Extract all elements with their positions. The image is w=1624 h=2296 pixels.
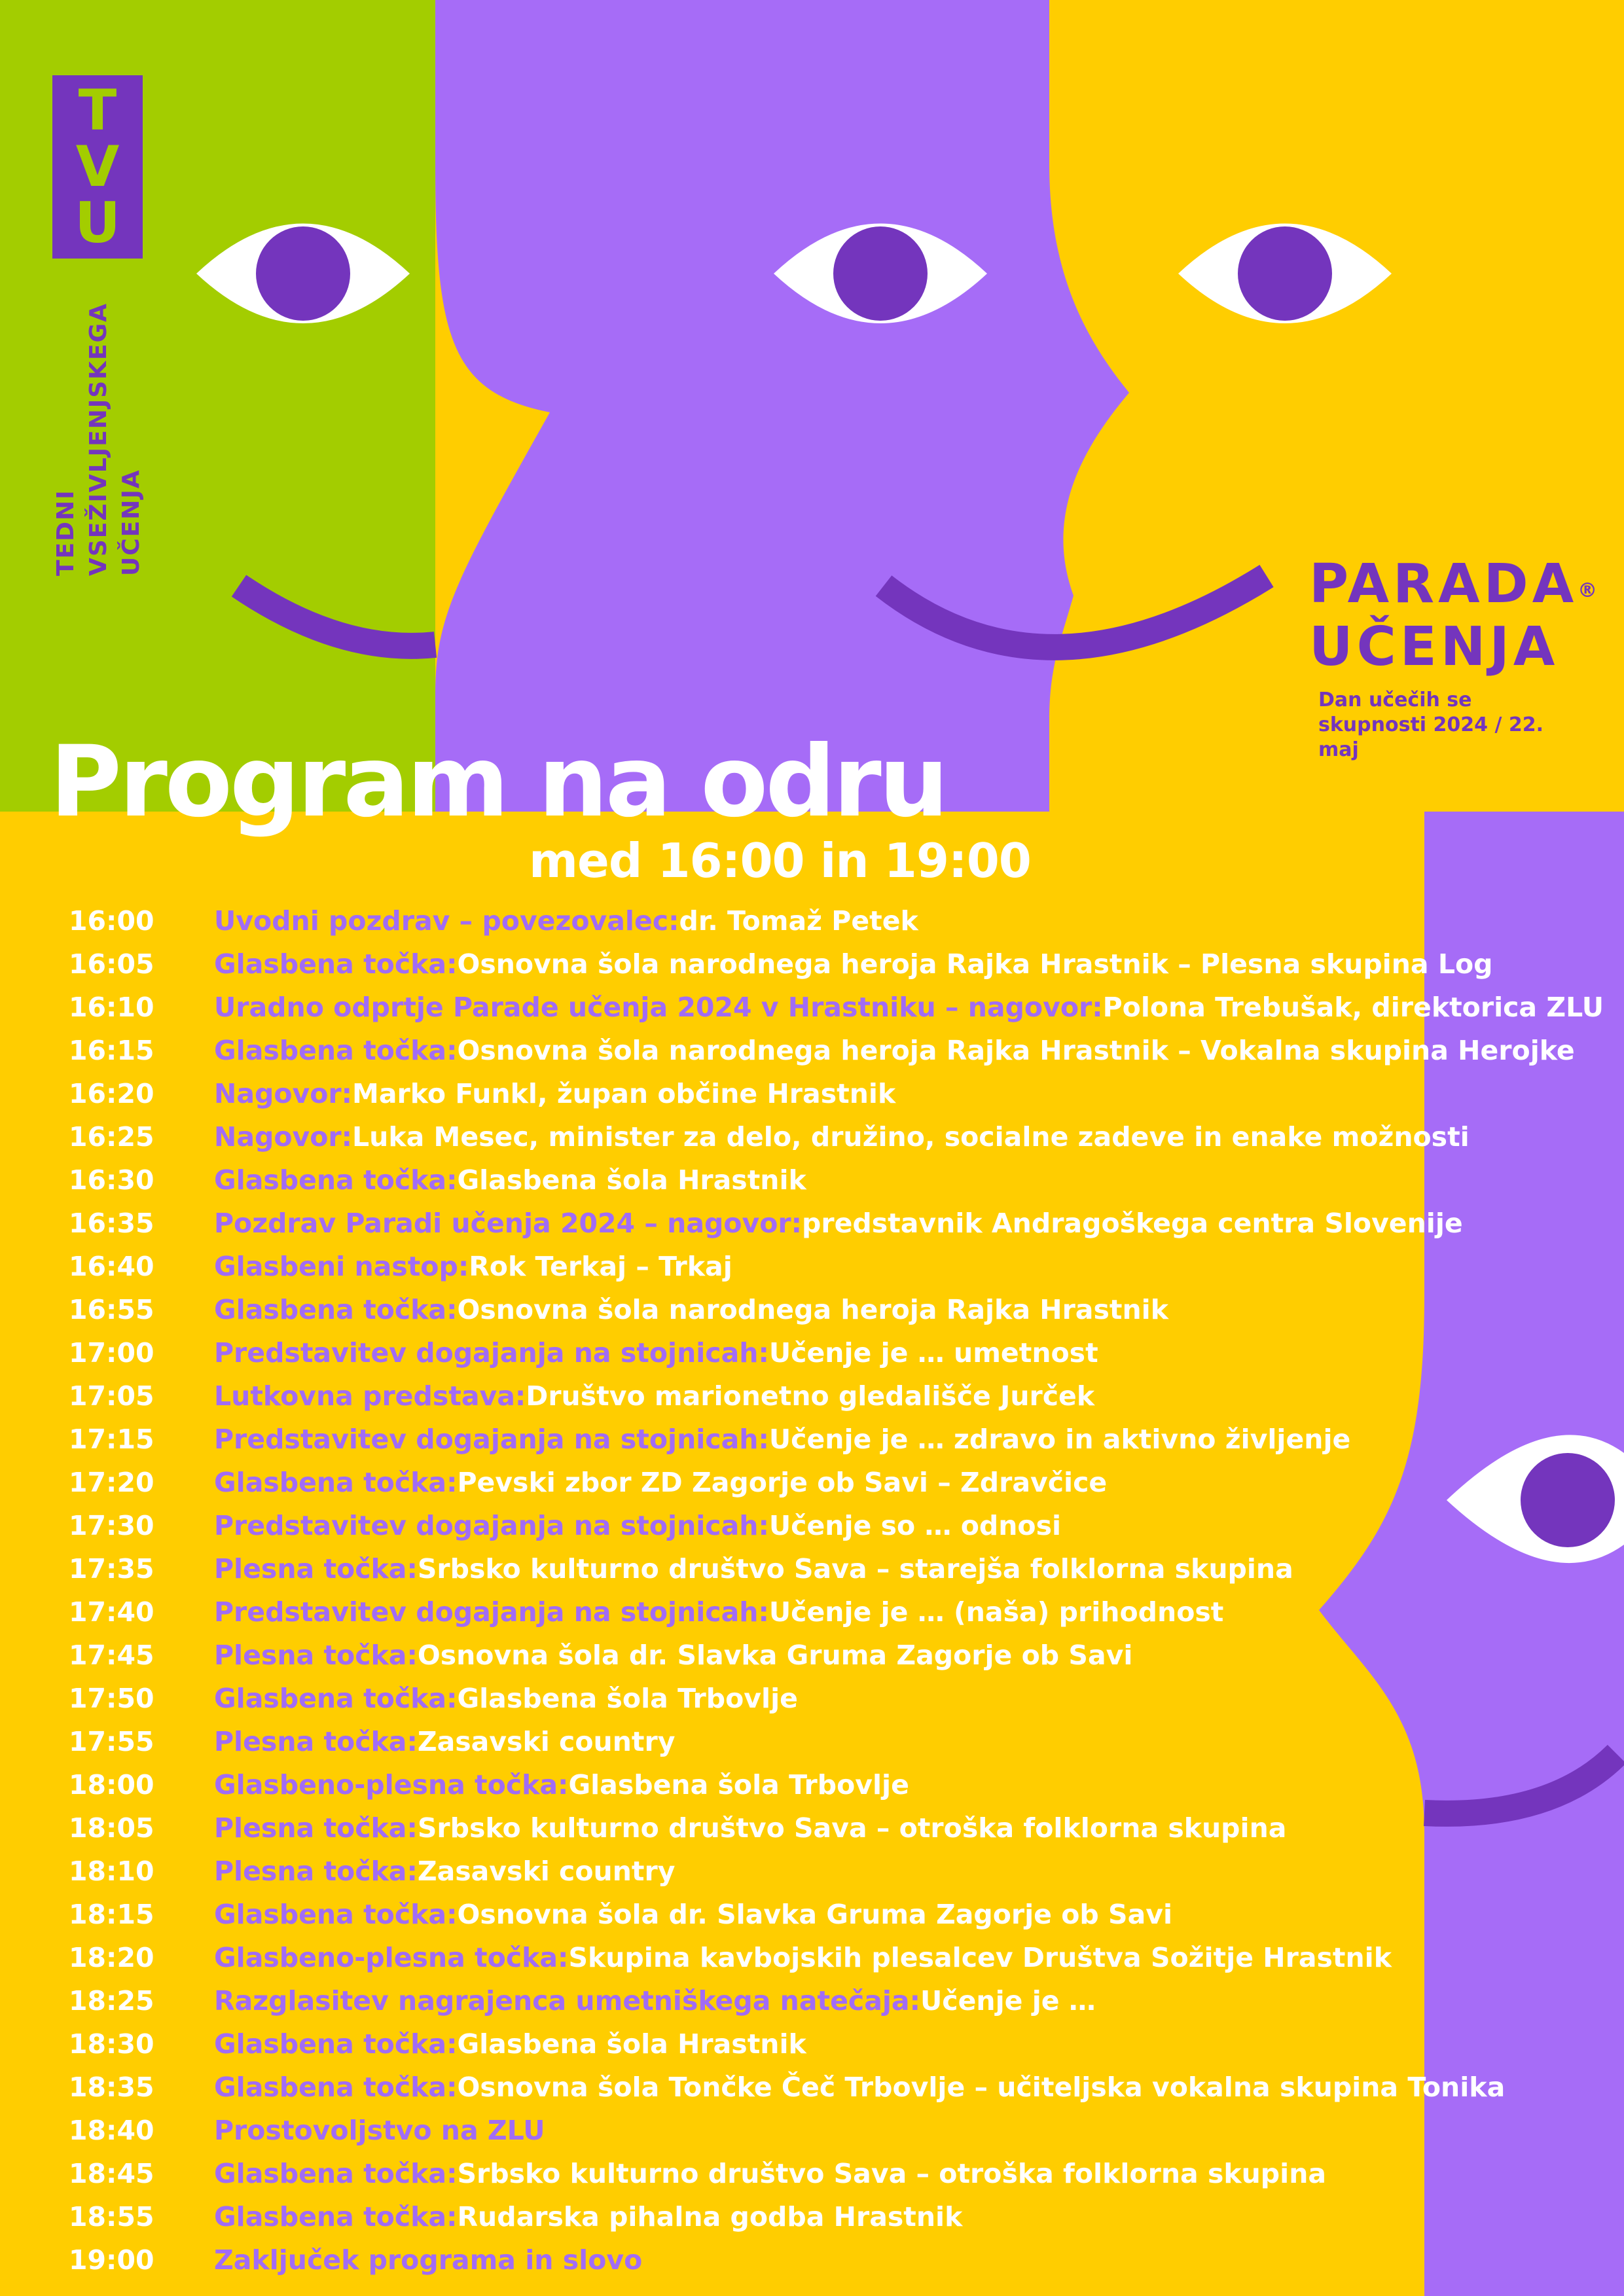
schedule-detail: Srbsko kulturno društvo Sava – starejša folklorna skupina	[417, 1553, 1293, 1585]
schedule-row	[69, 1893, 1600, 1936]
schedule-time: 18:15	[69, 1899, 154, 1930]
schedule-row	[69, 2238, 1600, 2282]
schedule-detail: Glasbena šola Trbovlje	[457, 1683, 798, 1714]
logo-line-parada	[1309, 553, 1602, 616]
schedule-category: Nagovor:	[214, 1078, 353, 1109]
schedule-category: Glasbena točka:	[214, 1683, 458, 1714]
schedule-time: 18:20	[69, 1942, 154, 1973]
schedule-detail: Srbsko kulturno društvo Sava – otroška folklorna skupina	[457, 2158, 1327, 2189]
schedule-time: 17:40	[69, 1596, 154, 1628]
schedule-detail: Učenje je …	[920, 1985, 1096, 2017]
schedule-time: 17:55	[69, 1726, 154, 1757]
schedule-time: 16:05	[69, 948, 154, 980]
schedule-time: 17:45	[69, 1640, 154, 1671]
schedule-time: 18:05	[69, 1812, 154, 1844]
schedule-category: Glasbena točka:	[214, 1294, 458, 1325]
schedule-detail: Osnovna šola dr. Slavka Gruma Zagorje ob Savi	[457, 1899, 1173, 1930]
schedule-time: 16:20	[69, 1078, 154, 1109]
schedule-detail: dr. Tomaž Petek	[679, 905, 918, 937]
schedule-time: 16:30	[69, 1164, 154, 1196]
schedule-detail: Rudarska pihalna godba Hrastnik	[457, 2201, 963, 2233]
schedule-detail: Rok Terkaj – Trkaj	[469, 1251, 732, 1282]
tvu-line-tedni: TEDNI	[52, 489, 79, 576]
schedule-row	[69, 1979, 1600, 2022]
schedule-time: 18:00	[69, 1769, 154, 1801]
schedule-row	[69, 1461, 1600, 1504]
schedule-category: Glasbena točka:	[214, 2201, 458, 2233]
schedule-row	[69, 2195, 1600, 2238]
logo-tagline	[1318, 688, 1584, 762]
schedule-time: 16:10	[69, 992, 154, 1023]
schedule-row	[69, 1115, 1600, 1158]
schedule-row	[69, 1504, 1600, 1547]
schedule-row	[69, 1158, 1600, 1202]
schedule-category: Glasbena točka:	[214, 1035, 458, 1066]
schedule-detail: Društvo marionetno gledališče Jurček	[526, 1380, 1095, 1412]
page-title: Program na odru	[50, 725, 947, 839]
schedule-category: Glasbena točka:	[214, 1467, 458, 1498]
schedule-category: Glasbeno-plesna točka:	[214, 1769, 569, 1801]
schedule-row	[69, 942, 1600, 986]
schedule-detail: Učenje je … (naša) prihodnost	[768, 1596, 1224, 1628]
schedule-row	[69, 1029, 1600, 1072]
schedule-time: 18:35	[69, 2072, 154, 2103]
tvu-letter: V	[75, 134, 120, 200]
schedule-row	[69, 1763, 1600, 1806]
schedule-row	[69, 1547, 1600, 1590]
tvu-letter: T	[78, 78, 117, 143]
schedule-detail: Osnovna šola dr. Slavka Gruma Zagorje ob Savi	[417, 1640, 1133, 1671]
page-subtitle: med 16:00 in 19:00	[529, 833, 1031, 888]
schedule-row	[69, 1288, 1600, 1331]
schedule-time: 16:35	[69, 1208, 154, 1239]
schedule-category: Glasbena točka:	[214, 1164, 458, 1196]
schedule-detail: Osnovna šola narodnega heroja Rajka Hrastnik – Vokalna skupina Herojke	[457, 1035, 1575, 1066]
schedule-detail: Srbsko kulturno društvo Sava – otroška folklorna skupina	[417, 1812, 1287, 1844]
schedule-detail: Glasbena šola Hrastnik	[457, 2028, 806, 2060]
schedule-time: 17:35	[69, 1553, 154, 1585]
schedule-category: Razglasitev nagrajenca umetniškega natečaja:	[214, 1985, 920, 2017]
schedule-time: 18:10	[69, 1856, 154, 1887]
schedule-category: Uradno odprtje Parade učenja 2024 v Hrastniku – nagovor:	[214, 992, 1103, 1023]
schedule-row	[69, 1850, 1600, 1893]
schedule-detail: Zasavski country	[417, 1726, 676, 1757]
schedule-category: Plesna točka:	[214, 1726, 418, 1757]
schedule-time: 16:15	[69, 1035, 154, 1066]
schedule-time: 18:40	[69, 2115, 154, 2146]
schedule-row	[69, 2022, 1600, 2066]
schedule-category: Glasbena točka:	[214, 2028, 458, 2060]
schedule-row	[69, 1634, 1600, 1677]
schedule-row	[69, 1072, 1600, 1115]
schedule-row	[69, 2109, 1600, 2152]
purple-face-block	[435, 0, 1129, 812]
schedule-list	[69, 899, 1604, 2282]
parada-ucenja-logo	[1309, 553, 1602, 762]
tvu-line-vsezivljenjskega: VSEŽIVLJENJSKEGA	[85, 302, 112, 576]
schedule-detail: predstavnik Andragoškega centra Slovenije	[802, 1208, 1463, 1239]
schedule-time: 19:00	[69, 2244, 154, 2276]
schedule-category: Glasbena točka:	[214, 2158, 458, 2189]
schedule-time: 18:30	[69, 2028, 154, 2060]
schedule-detail: Osnovna šola narodnega heroja Rajka Hrastnik	[457, 1294, 1168, 1325]
schedule-time: 16:25	[69, 1121, 154, 1153]
tvu-letter: U	[75, 190, 120, 256]
schedule-time: 17:15	[69, 1424, 154, 1455]
schedule-detail: Polona Trebušak, direktorica ZLU	[1102, 992, 1604, 1023]
logo-word-parada: PARADA	[1309, 553, 1578, 615]
schedule-row	[69, 1418, 1600, 1461]
schedule-time: 16:55	[69, 1294, 154, 1325]
schedule-row	[69, 1374, 1600, 1418]
schedule-time: 18:25	[69, 1985, 154, 2017]
schedule-row	[69, 899, 1600, 942]
schedule-category: Zaključek programa in slovo	[214, 2244, 643, 2276]
schedule-time: 17:20	[69, 1467, 154, 1498]
schedule-time: 16:00	[69, 905, 154, 937]
schedule-time: 18:55	[69, 2201, 154, 2233]
schedule-row	[69, 1677, 1600, 1720]
schedule-category: Predstavitev dogajanja na stojnicah:	[214, 1596, 769, 1628]
schedule-category: Prostovoljstvo na ZLU	[214, 2115, 545, 2146]
schedule-row	[69, 1245, 1600, 1288]
schedule-detail: Osnovna šola narodnega heroja Rajka Hrastnik – Plesna skupina Log	[457, 948, 1493, 980]
schedule-row	[69, 1590, 1600, 1634]
schedule-category: Uvodni pozdrav – povezovalec:	[214, 905, 679, 937]
schedule-time: 17:05	[69, 1380, 154, 1412]
schedule-category: Pozdrav Paradi učenja 2024 – nagovor:	[214, 1208, 803, 1239]
schedule-detail: Učenje so … odnosi	[768, 1510, 1062, 1541]
schedule-category: Nagovor:	[214, 1121, 353, 1153]
schedule-category: Plesna točka:	[214, 1856, 418, 1887]
schedule-detail: Glasbena šola Hrastnik	[457, 1164, 806, 1196]
schedule-category: Plesna točka:	[214, 1553, 418, 1585]
schedule-detail: Marko Funkl, župan občine Hrastnik	[352, 1078, 896, 1109]
schedule-detail: Zasavski country	[417, 1856, 676, 1887]
schedule-detail: Luka Mesec, minister za delo, družino, socialne zadeve in enake možnosti	[352, 1121, 1470, 1153]
schedule-category: Plesna točka:	[214, 1640, 418, 1671]
schedule-category: Glasbeno-plesna točka:	[214, 1942, 569, 1973]
schedule-category: Glasbena točka:	[214, 948, 458, 980]
schedule-row	[69, 986, 1604, 1029]
schedule-detail: Osnovna šola Tončke Čeč Trbovlje – učiteljska vokalna skupina Tonika	[457, 2072, 1506, 2103]
schedule-row	[69, 2066, 1600, 2109]
schedule-time: 17:00	[69, 1337, 154, 1369]
logo-line-ucenja: UČENJA	[1309, 616, 1559, 678]
schedule-category: Predstavitev dogajanja na stojnicah:	[214, 1337, 769, 1369]
schedule-row	[69, 1720, 1600, 1763]
schedule-category: Plesna točka:	[214, 1812, 418, 1844]
schedule-time: 17:50	[69, 1683, 154, 1714]
schedule-row	[69, 2152, 1600, 2195]
schedule-row	[69, 1331, 1600, 1374]
tvu-full-name	[52, 288, 151, 576]
tvu-line-ucenja: UČENJA	[118, 469, 145, 576]
tvu-badge	[52, 75, 143, 259]
schedule-category: Predstavitev dogajanja na stojnicah:	[214, 1424, 769, 1455]
schedule-time: 16:40	[69, 1251, 154, 1282]
schedule-detail: Pevski zbor ZD Zagorje ob Savi – Zdravčice	[457, 1467, 1108, 1498]
schedule-category: Glasbena točka:	[214, 1899, 458, 1930]
schedule-detail: Skupina kavbojskih plesalcev Društva Sožitje Hrastnik	[568, 1942, 1392, 1973]
schedule-category: Glasbeni nastop:	[214, 1251, 469, 1282]
registered-mark: ®	[1578, 579, 1602, 602]
schedule-time: 18:45	[69, 2158, 154, 2189]
schedule-detail: Učenje je … zdravo in aktivno življenje	[768, 1424, 1351, 1455]
schedule-category: Predstavitev dogajanja na stojnicah:	[214, 1510, 769, 1541]
schedule-detail: Glasbena šola Trbovlje	[568, 1769, 909, 1801]
schedule-row	[69, 1202, 1600, 1245]
schedule-row	[69, 1806, 1600, 1850]
schedule-row	[69, 1936, 1600, 1979]
logo-tagline-line1: Dan učečih se	[1318, 689, 1472, 711]
schedule-time: 17:30	[69, 1510, 154, 1541]
schedule-category: Glasbena točka:	[214, 2072, 458, 2103]
schedule-detail: Učenje je … umetnost	[768, 1337, 1098, 1369]
schedule-category: Lutkovna predstava:	[214, 1380, 526, 1412]
logo-tagline-line2: skupnosti 2024 / 22. maj	[1318, 713, 1544, 761]
